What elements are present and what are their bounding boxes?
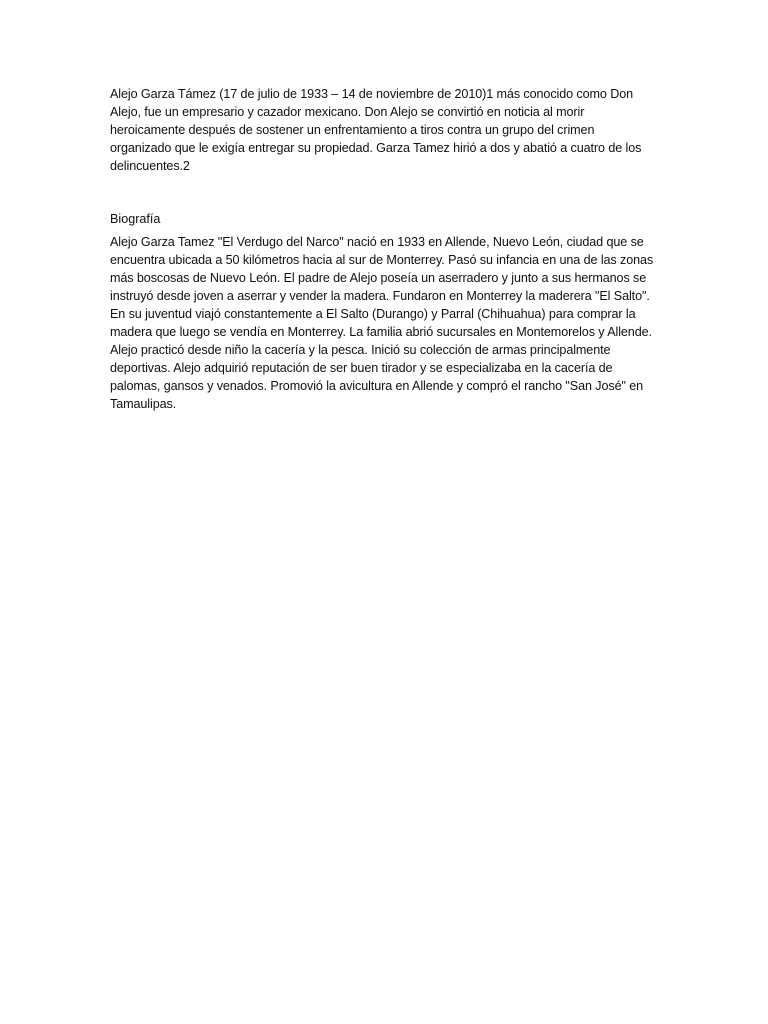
intro-paragraph: Alejo Garza Támez (17 de julio de 1933 – 14 de noviembre de 2010)1 más conocido como Don Alejo, fue un empresario y cazador mexicano. Don Alejo se convirtió en noticia al morir heroicamente después de sostener un enfrentamiento a tiros contra un grupo del crimen organizado que le exigía entregar su propiedad. Garza Tamez hirió a dos y abatió a cuatro de los delincuentes.2 xyxy=(110,87,642,173)
section-heading-biografia: Biografía xyxy=(110,212,161,226)
biography-paragraph: Alejo Garza Tamez "El Verdugo del Narco" nació en 1933 en Allende, Nuevo León, ciudad que se encuentra ubicada a 50 kilómetros hacia al sur de Monterrey. Pasó su infancia en una de las zonas más boscosas de Nuevo León. El padre de Alejo poseía un aserradero y junto a sus hermanos se instruyó desde joven a aserrar y vender la madera. Fundaron en Monterrey la maderera "El Salto". En su juventud viajó constantemente a El Salto (Durango) y Parral (Chihuahua) para comprar la madera que luego se vendía en Monterrey. La familia abrió sucursales en Montemorelos y Allende. Alejo practicó desde niño la cacería y la pesca. Inició su colección de armas principalmente deportivas. Alejo adquirió reputación de ser buen tirador y se especializaba en la cacería de palomas, gansos y venados. Promovió la avicultura en Allende y compró el rancho "San José" en Tamaulipas. xyxy=(110,235,654,411)
document-body xyxy=(110,85,658,413)
